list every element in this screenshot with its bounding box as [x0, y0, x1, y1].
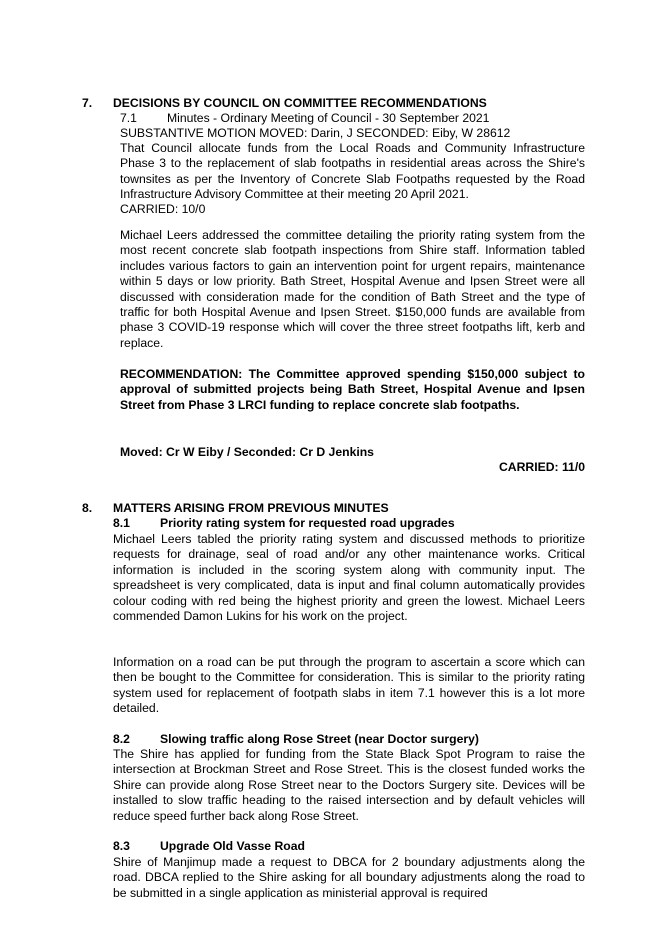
resolution-carried: CARRIED: 10/0	[120, 202, 206, 216]
item-8-2-number: 8.2	[113, 732, 130, 746]
item-8-3-paragraph: Shire of Manjimup made a request to DBCA for 2 boundary adjustments along the road. DBCA replied to the Shire asking for all boundary adjustments along the road to be submitted in a single application as ministerial approval is required	[113, 855, 585, 900]
item-8-3-heading	[113, 839, 585, 854]
substantive-motion: SUBSTANTIVE MOTION MOVED: Darin, J SECONDED: Eiby, W 28612	[120, 126, 511, 140]
item-8-1-heading	[113, 516, 585, 531]
moved-seconded: Moved: Cr W Eiby / Seconded: Cr D Jenkins	[120, 445, 374, 459]
item-8-3-title: Upgrade Old Vasse Road	[160, 839, 305, 853]
item-7-1-number: 7.1	[120, 111, 137, 125]
item-8-1-title: Priority rating system for requested road upgrades	[160, 516, 455, 530]
section-7-heading: DECISIONS BY COUNCIL ON COMMITTEE RECOMMENDATIONS	[113, 96, 487, 110]
item-8-2-title: Slowing traffic along Rose Street (near Doctor surgery)	[160, 732, 479, 746]
item-8-1-number: 8.1	[113, 516, 130, 530]
item-8-3-number: 8.3	[113, 839, 130, 853]
recommendation-carried: CARRIED: 11/0	[498, 460, 585, 474]
item-8-1-paragraph-2: Information on a road can be put through the program to ascertain a score which can then be bought to the Committee for consideration. This is similar to the priority rating system used for replacement of footpath slabs in item 7.1 however this is a lot more detailed.	[113, 655, 585, 716]
committee-discussion: Michael Leers addressed the committee detailing the priority rating system from the most recent concrete slab footpath inspections from Shire staff. Information tabled includes various factors to gain an intervention point for urgent repairs, maintenance within 5 days or low priority. Bath Street, Hospital Avenue and Ipsen Street were all discussed with consideration made for the condition of Bath Street and the type of traffic for both Hospital Avenue and Ipsen Street. $150,000 funds are available from phase 3 COVID-19 response which will cover the three street footpaths lift, kerb and replace.	[120, 228, 585, 350]
item-8-1-paragraph-1: Michael Leers tabled the priority rating system and discussed methods to prioritize requests for drainage, seal of road and/or any other maintenance works. Critical information is included in the scoring system along with community input. The spreadsheet is very complicated, data is input and final column automatically provides colour coding with red being the highest priority and green the lowest. Michael Leers commended Damon Lukins for his work on the project.	[113, 532, 585, 624]
item-8-2-heading	[113, 732, 585, 747]
item-7-1-heading	[120, 111, 585, 126]
item-8-2-paragraph: The Shire has applied for funding from the State Black Spot Program to raise the intersection at Brockman Street and Rose Street. This is the closest funded works the Shire can provide along Rose Street near to the Doctors Surgery site. Devices will be installed to slow traffic heading to the raised intersection and by default vehicles will reduce speed further back along Rose Street.	[113, 747, 585, 823]
section-8-number: 8.	[82, 501, 93, 515]
section-8-heading: MATTERS ARISING FROM PREVIOUS MINUTES	[113, 501, 389, 515]
section-7-number: 7.	[82, 96, 93, 110]
council-resolution: That Council allocate funds from the Local Roads and Community Infrastructure Phase 3 to the replacement of slab footpaths in residential areas across the Shire's townsites as per the Inventory of Concrete Slab Footpaths requested by the Road Infrastructure Advisory Committee at their meeting 20 April 2021.	[120, 141, 585, 202]
item-7-1-title: Minutes - Ordinary Meeting of Council - 30 September 2021	[167, 111, 490, 125]
committee-recommendation: RECOMMENDATION: The Committee approved spending $150,000 subject to approval of submitted projects being Bath Street, Hospital Avenue and Ipsen Street from Phase 3 LRCI funding to replace concrete slab footpaths.	[120, 367, 585, 412]
